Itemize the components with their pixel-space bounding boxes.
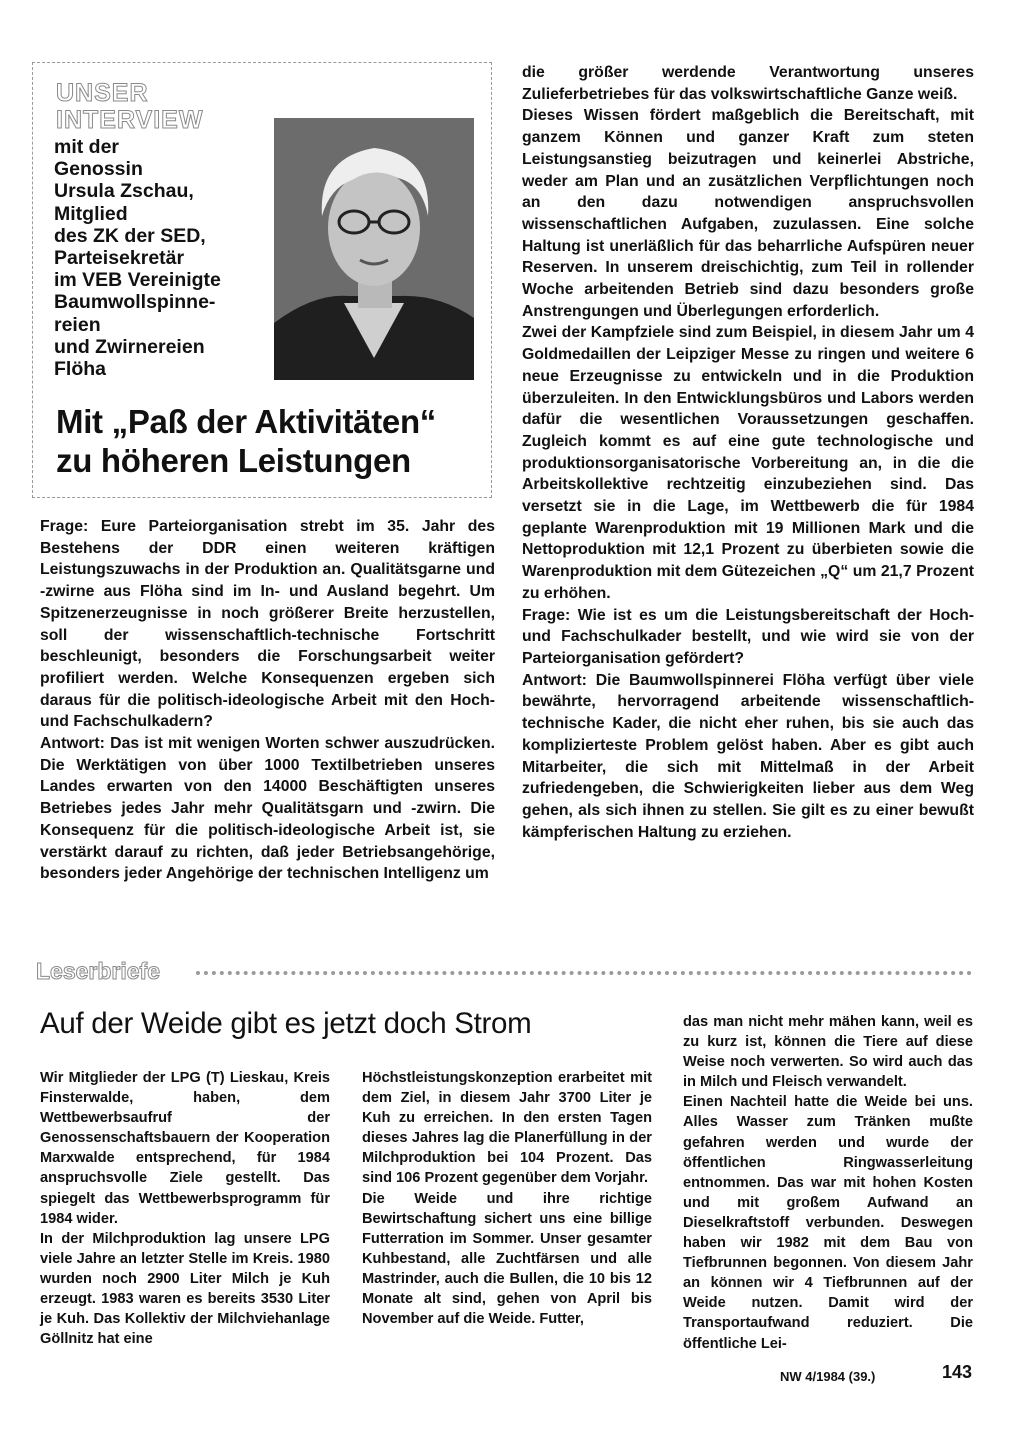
- letter-paragraph: Einen Nachteil hatte die Weide bei uns. Alles Wasser zum Tränken mußte gefahren werden und wurde der öffentlichen Ringwasserleitung entnommen. Das war mit hohen Kosten und mit großem Aufwand an Dieselkraftstoff verbunden. Deswegen haben wir 1982 mit dem Bau von Tiefbrunnen begonnen. Von diesem Jahr an können wir 4 Tiefbrunnen auf der Weide nutzen. Damit wird der Transportaufwand reduziert. Die öffentliche Lei-: [683, 1094, 973, 1352]
- subject-line: Flöha: [54, 358, 106, 381]
- paragraph-text: Zwei der Kampfziele sind zum Beispiel, in diesem Jahr um 4 Goldmedaillen der Leipziger Messe zu ringen und weitere 6 neue Erzeugnisse zu entwickeln und in die Produktion überzuleiten. In den Entwicklungsbüros und Labors werden dafür die wesentlichen Voraussetzungen geschaffen. Zugleich kommt es auf eine gute technologische und produktionsorganisatorische Vorbereitung an, in die die Arbeitskollektive rechtzeitig einzubeziehen sind. Das versetzt sie in die Lage, im Wettbewerb die für 1984 geplante Warenproduktion mit 19 Millionen Mark und die Nettoproduktion mit 12,1 Prozent zu überbieten sowie die Warenproduktion mit dem Gütezeichen „Q“ um 21,7 Prozent zu erhöhen.: [522, 324, 974, 602]
- subject-line: mit der: [54, 136, 120, 158]
- interview-subject: [54, 136, 274, 380]
- section-label: Leserbriefe: [36, 958, 161, 984]
- subject-line: Baumwollspinne-: [54, 291, 216, 314]
- subject-line: Parteisekretär: [54, 247, 185, 270]
- article-column-left: [40, 516, 495, 885]
- answer-label: Antwort:: [522, 671, 587, 689]
- article-paragraph: [522, 322, 974, 604]
- letter-paragraph: Die Weide und ihre richtige Bewirtschaftung sichert uns eine billige Futterration im Sommer. Unser gesamter Kuhbestand, alle Zuchtfärsen und alle Mastrinder, auch die Bullen, die 10 bis 12 Monate alt sind, gehen von April bis November auf die Weide. Futter,: [362, 1190, 652, 1328]
- article-paragraph: [40, 516, 495, 733]
- subject-line: im VEB Vereinigte: [54, 269, 221, 292]
- paragraph-text: Die Baumwollspinnerei Flöha verfügt über viele bewährte, hervorragend arbeitende wissenschaftlich-technische Kader, die nicht eher ruhen, bis sie auch das komplizierteste Problem gelöst haben. Aber es gibt auch Mitarbeiter, die sich mit Mittelmaß in der Arbeit zufriedengeben, die Schwierigkeiten lieber aus dem Weg gehen, als sich ihnen zu stellen. Sie gilt es zu einer bewußt kämpferischen Haltung zu erziehen.: [522, 671, 974, 841]
- article-paragraph: [522, 62, 974, 105]
- page-number: 143: [942, 1362, 973, 1382]
- issue-footer: NW 4/1984 (39.): [780, 1369, 876, 1384]
- paragraph-text: Das ist mit wenigen Worten schwer auszudrücken. Die Werktätigen von über 1000 Textilbetrieben unseres Landes erwarten von den 14000 Beschäftigten unseres Betriebes jedes Jahr mehr Qualitätsgarn und -zwirn. Die Konsequenz für die politisch-ideologische Arbeit ist, sie verstärkt darauf zu richten, daß jeder Betriebsangehörige, besonders jeder Angehörige der technischen Intelligenz um: [40, 735, 495, 883]
- letter-paragraph: Wir Mitglieder der LPG (T) Lieskau, Kreis Finsterwalde, haben, dem Wettbewerbsaufruf der Genossenschaftsbauern der Kooperation Marxwalde entsprechend, für 1984 anspruchsvolle Ziele gestellt. Das spiegelt das Wettbewerbsprogramm für 1984 wider.: [40, 1070, 330, 1227]
- article-paragraph: [522, 670, 974, 844]
- subject-line: reien: [54, 313, 101, 336]
- subject-line: Genossin: [54, 158, 143, 181]
- article-paragraph: [522, 105, 974, 322]
- question-label: Frage:: [522, 606, 571, 624]
- letter-column-2: [362, 1068, 652, 1329]
- paragraph-text: Wie ist es um die Leistungsbereitschaft der Hoch- und Fachschulkader bestellt, und wie wird sie von der Parteiorganisation gefördert?: [522, 606, 974, 667]
- letter-paragraph: das man nicht mehr mähen kann, weil es zu kurz ist, können die Tiere auf diese Weise noch verwerten. So wird auch das in Milch und Fleisch verwandelt.: [683, 1014, 973, 1091]
- headline-line: zu höheren Leistungen: [56, 442, 411, 479]
- letter-title: Auf der Weide gibt es jetzt doch Strom: [40, 1007, 532, 1040]
- letter-column-3: [683, 1012, 973, 1354]
- paragraph-text: Eure Parteiorganisation strebt im 35. Jahr des Bestehens der DDR einen weiteren kräftigen Leistungszuwachs in der Produktion an. Qualitätsgarne und -zwirne aus Flöha sind im In- und Ausland begehrt. Um Spitzenerzeugnisse in noch größerer Breite herzustellen, soll der wissenschaftlich-technische Fortschritt beschleunigt, besonders die Forschungsarbeit weiter profiliert werden. Welche Konsequenzen ergeben sich daraus für die politisch-ideologische Arbeit mit den Hoch- und Fachschulkadern?: [40, 518, 495, 731]
- subject-line: Ursula Zschau,: [54, 180, 194, 203]
- paragraph-text: Dieses Wissen fördert maßgeblich die Bereitschaft, mit ganzem Können und ganzer Kraft zum steten Leistungsanstieg beizutragen und keinerlei Abstriche, weder am Plan und an zusätzlichen Verpflichtungen noch an den dazu notwendigen anspruchsvollen wissenschaftlichen Aufgaben, zuzulassen. Eine solche Haltung ist unerläßlich für das beharrliche Aufspüren neuer Reserven. In unserem dreischichtig, zum Teil in rollender Woche arbeitenden Betrieb sind dazu besonders große Anstrengungen und Überlegungen erforderlich.: [522, 107, 974, 320]
- portrait-photo: [274, 118, 474, 380]
- article-column-right: [522, 62, 974, 843]
- paragraph-text: die größer werdende Verantwortung unseres Zulieferbetriebes für das volkswirtschaftliche Ganze weiß.: [522, 64, 974, 103]
- letter-paragraph: In der Milchproduktion lag unsere LPG viele Jahre an letzter Stelle im Kreis. 1980 wurden noch 2900 Liter Milch je Kuh erzeugt. 1983 waren es bereits 3530 Liter je Kuh. Das Kollektiv der Milchviehanlage Göllnitz hat eine: [40, 1230, 330, 1348]
- section-rule: [196, 971, 972, 975]
- subject-line: des ZK der SED,: [54, 224, 206, 247]
- kicker-line: UNSER: [56, 79, 149, 107]
- interview-kicker: [56, 80, 203, 134]
- letter-column-1: [40, 1068, 330, 1349]
- letter-paragraph: Höchstleistungskonzeption erarbeitet mit dem Ziel, in diesem Jahr 3700 Liter je Kuh zu erreichen. In den ersten Tagen dieses Jahres lag die Planerfüllung in der Milchproduktion bei 104 Prozent. Das sind 106 Prozent gegenüber dem Vorjahr.: [362, 1070, 652, 1187]
- article-paragraph: [522, 605, 974, 670]
- article-paragraph: [40, 733, 495, 885]
- question-label: Frage:: [40, 518, 89, 535]
- headline-line: Mit „Paß der Aktivitäten“: [56, 403, 437, 440]
- interview-headline: [56, 402, 486, 480]
- subject-line: Mitglied: [54, 202, 128, 225]
- answer-label: Antwort:: [40, 735, 105, 753]
- kicker-line: INTERVIEW: [56, 106, 204, 134]
- subject-line: und Zwirnereien: [54, 335, 205, 358]
